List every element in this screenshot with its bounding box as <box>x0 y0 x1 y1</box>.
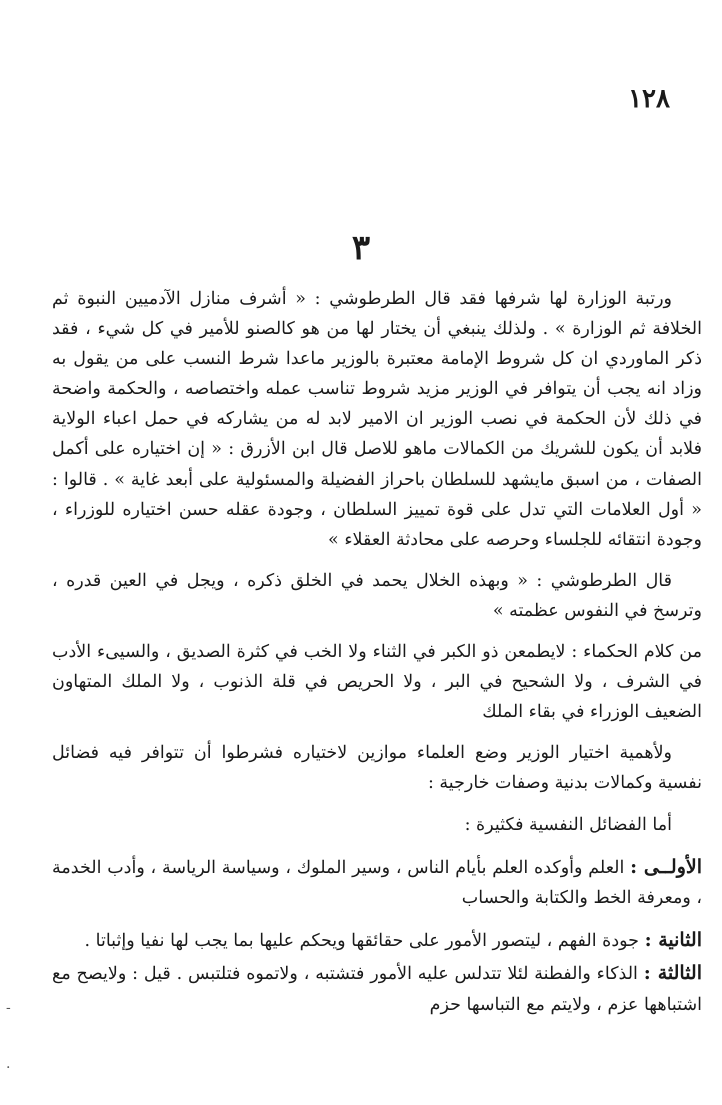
virtue-second-lead: الثانية : <box>644 929 702 952</box>
virtue-third-lead: الثالثة : <box>643 962 702 985</box>
chapter-number: ٣ <box>351 228 371 268</box>
virtue-third-text: الذكاء والفطنة لئلا تتدلس عليه الأمور فتشتبه ، ولاتموه فتلتبس . قيل : ولايصح مع اشتباهها عزم ، ولايتم مع التباسها حزم <box>52 964 702 1015</box>
virtue-first <box>52 851 702 914</box>
paragraph-virtues-intro: أما الفضائل النفسية فكثيرة : <box>464 814 672 835</box>
paragraph-wise-sayings: من كلام الحكماء : لايطمعن ذو الكبر في الثناء ولا الخب في كثرة الصديق ، والسيىء الأدب في الشرف ، ولا الشحيح في البر ، ولا الحريص في قلة الذنوب ، ولا الملك المتهاون الضعيف الوزراء في بقاء الملك <box>52 642 702 723</box>
virtue-first-lead: الأولــى : <box>630 855 702 878</box>
page-number: ١٢٨ <box>628 84 670 114</box>
virtue-second <box>52 924 702 957</box>
margin-dot-mark: . <box>6 1056 11 1072</box>
virtue-third <box>52 957 702 1020</box>
page-body <box>52 284 702 1031</box>
paragraph-turtushi-quote: قال الطرطوشي : « وبهذه الخلال يحمد في الخلق ذكره ، ويجل في العين قدره ، وترسخ في النفوس عظمته » <box>52 570 702 621</box>
virtue-second-text: جودة الفهم ، ليتصور الأمور على حقائقها ويحكم عليها بما يجب لها نفيا وإثباتا . <box>84 931 639 952</box>
paragraph-wazara-rank: ورتبة الوزارة لها شرفها فقد قال الطرطوشي : « أشرف منازل الآدميين النبوة ثم الخلافة ثم الوزارة » . ولذلك ينبغي أن يختار لها من هو كالصنو للأمير في كل شيء ، فقد ذكر الماوردي ان كل شروط الإمامة معتبرة بالوزير ماعدا شرط النسب على من يقول به وزاد انه يجب أن يتوافر في الوزير مزيد شروط تناسب عمله واختصاصه ، والحكمة واضحة في ذلك لأن الحكمة في نصب الوزير ان الامير لابد له من يشاركه في حمل اعباء الولاية فلابد أن يكون للشريك من الكمالات ماهو للاصل قال ابن الأزرق : « إن اختياره على أكمل الصفات ، من اسبق مايشهد للسلطان باحراز الفضيلة والمسئولية على أبعد غاية » . قالوا : « أول العلامات التي تدل على قوة تمييز السلطان ، وجودة عقله حسن اختياره للوزراء ، وجودة انتقائه للجلساء وحرصه على محادثة العقلاء » <box>52 289 702 550</box>
paragraph-selection-criteria: ولأهمية اختيار الوزير وضع العلماء موازين لاختياره فشرطوا أن تتوافر فيه فضائل نفسية وكمالات بدنية وصفات خارجية : <box>52 743 702 794</box>
margin-dash-mark: - <box>6 1000 11 1016</box>
virtue-first-text: العلم وأوكده العلم بأيام الناس ، وسير الملوك ، وسياسة الرياسة ، وأدب الخدمة ، ومعرفة الخط والكتابة والحساب <box>52 857 702 909</box>
